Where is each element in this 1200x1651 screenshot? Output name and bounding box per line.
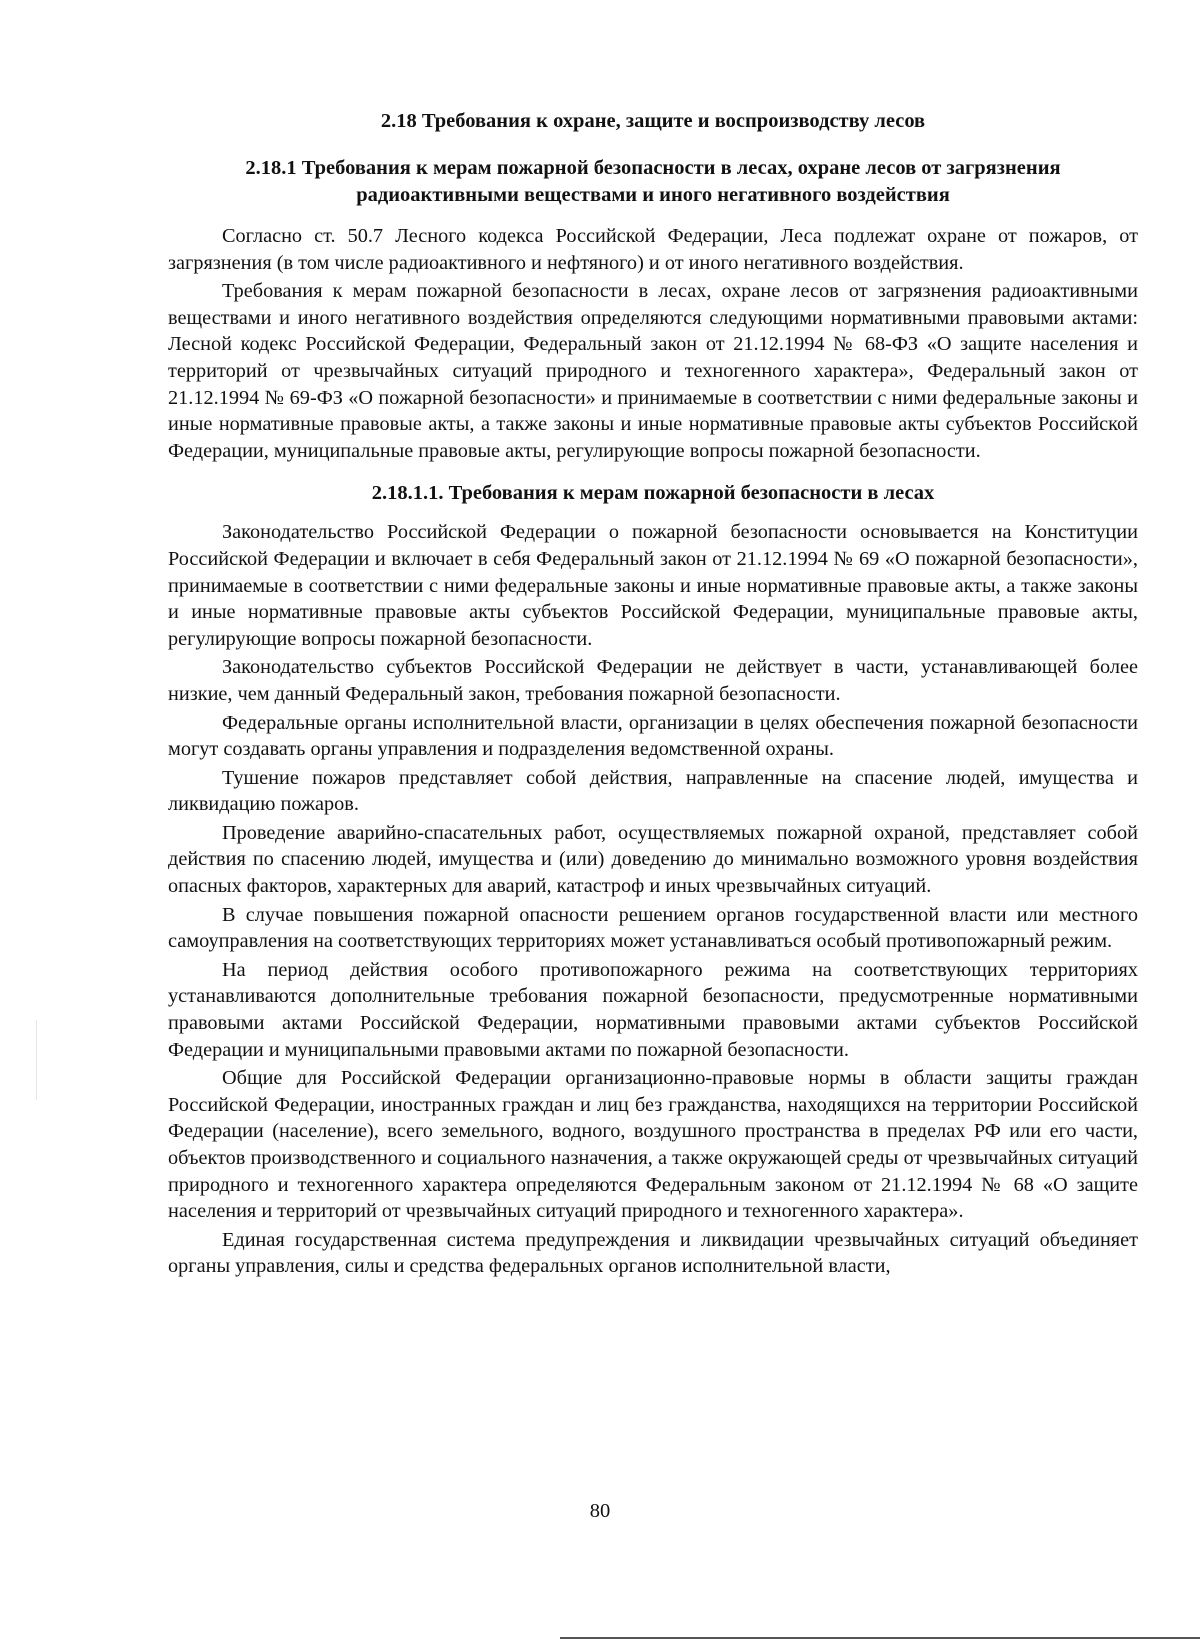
paragraph: Требования к мерам пожарной безопасности в лесах, охране лесов от загрязнения радиоактивными веществами и иного негативного воздействия определяются следующими нормативными правовыми актами: Лесной кодекс Российской Федерации, Федеральный закон от 21.12.1994 № 68-ФЗ «О защите населения и территорий от чрезвычайных ситуаций природного и техногенного характера», Федеральный закон от 21.12.1994 № 69-ФЗ «О пожарной безопасности» и принимаемые в соответствии с ними федеральные законы и иные нормативные правовые акты, а также законы и иные нормативные правовые акты субъектов Российской Федерации, муниципальные правовые акты, регулирующие вопросы пожарной безопасности. — [168, 280, 1138, 462]
paragraph: Законодательство Российской Федерации о пожарной безопасности основывается на Конституции Российской Федерации и включает в себя Федеральный закон от 21.12.1994 № 69 «О пожарной безопасности», принимаемые в соответствии с ними федеральные законы и иные нормативные правовые акты, а также законы и иные нормативные правовые акты субъектов Российской Федерации, муниципальные правовые акты, регулирующие вопросы пожарной безопасности. — [168, 521, 1138, 650]
paragraph: Законодательство субъектов Российской Федерации не действует в части, устанавливающей более низкие, чем данный Федеральный закон, требования пожарной безопасности. — [168, 656, 1138, 705]
paragraph: Общие для Российской Федерации организационно-правовые нормы в области защиты граждан Российской Федерации, иностранных граждан и лиц без гражданства, находящихся на территории Российской Федерации (население), всего земельного, водного, воздушного пространства в пределах РФ или его части, объектов производственного и социального назначения, а также окружающей среды от чрезвычайных ситуаций природного и техногенного характера определяются Федеральным законом от 21.12.1994 № 68 «О защите населения и территорий от чрезвычайных ситуаций природного и техногенного характера». — [168, 1067, 1138, 1223]
paragraph: Согласно ст. 50.7 Лесного кодекса Российской Федерации, Леса подлежат охране от пожаров, от загрязнения (в том числе радиоактивного и нефтяного) и от иного негативного воздействия. — [168, 225, 1138, 274]
page-number: 80 — [589, 1500, 611, 1522]
paragraph: Единая государственная система предупреждения и ликвидации чрезвычайных ситуаций объединяет органы управления, силы и средства федеральных органов исполнительной власти, — [168, 1228, 1138, 1278]
paragraph: В случае повышения пожарной опасности решением органов государственной власти или местного самоуправления на соответствующих территориях может устанавливаться особый противопожарный режим. — [168, 903, 1138, 953]
footer-rule — [560, 1637, 1200, 1639]
scan-margin-mark — [36, 1020, 37, 1100]
paragraph: Федеральные органы исполнительной власти, организации в целях обеспечения пожарной безопасности могут создавать органы управления и подразделения ведомственной охраны. — [168, 711, 1138, 761]
section-title: 2.18 Требования к охране, защите и воспроизводству лесов — [380, 110, 926, 132]
subsection-title: 2.18.1 Требования к мерам пожарной безопасности в лесах, охране лесов от загрязнения радиоактивными веществами и иного негативного воздействия — [245, 157, 1061, 206]
subsubsection-title: 2.18.1.1. Требования к мерам пожарной безопасности в лесах — [371, 482, 935, 505]
paragraph: На период действия особого противопожарного режима на соответствующих территориях устанавливаются дополнительные требования пожарной безопасности, предусмотренные нормативными правовыми актами Российской Федерации, нормативными правовыми актами субъектов Российской Федерации и муниципальными правовыми актами по пожарной безопасности. — [168, 958, 1138, 1061]
paragraph: Тушение пожаров представляет собой действия, направленные на спасение людей, имущества и ликвидацию пожаров. — [168, 766, 1138, 816]
paragraph: Проведение аварийно-спасательных работ, осуществляемых пожарной охраной, представляет собой действия по спасению людей, имущества и (или) доведению до минимально возможного уровня воздействия опасных факторов, характерных для аварий, катастроф и иных чрезвычайных ситуаций. — [168, 821, 1138, 898]
document-page — [168, 108, 1138, 1282]
